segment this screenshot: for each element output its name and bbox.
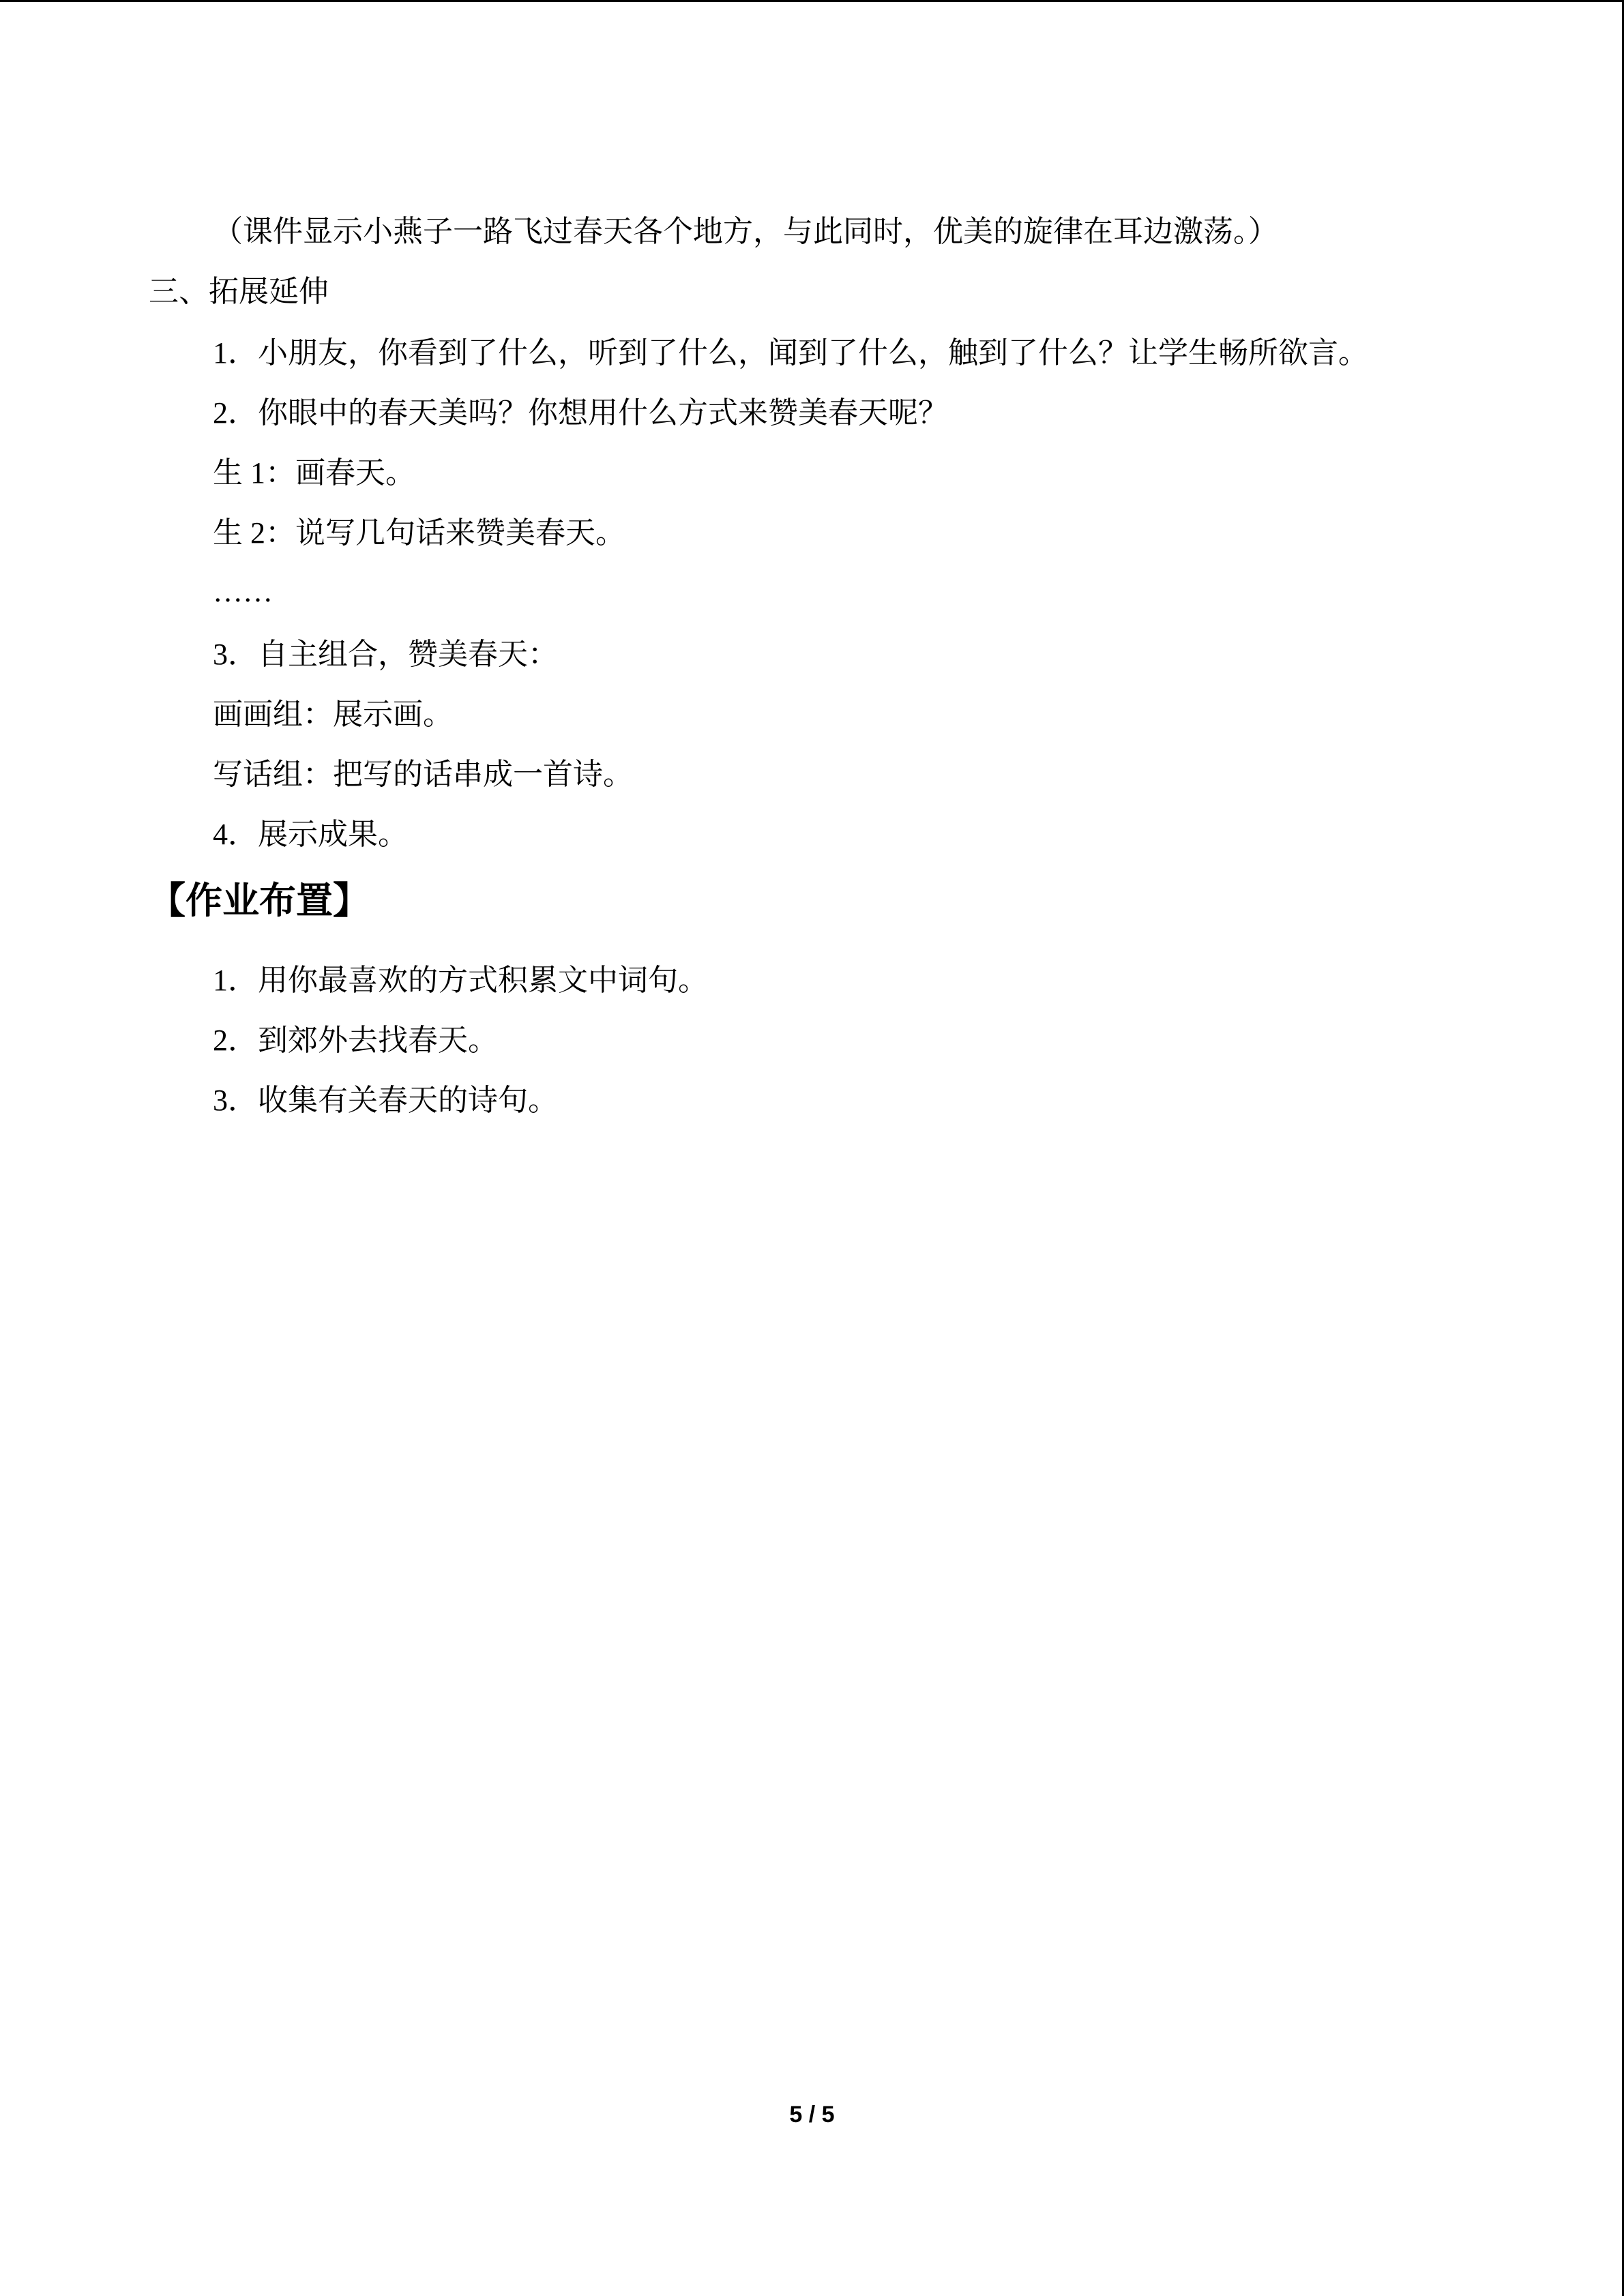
page-number: 5 / 5	[789, 2102, 835, 2128]
courseware-note: （课件显示小燕子一路飞过春天各个地方，与此同时，优美的旋律在耳边激荡。）	[213, 215, 1278, 248]
page-top-border	[0, 0, 1624, 2]
ellipsis: ……	[213, 575, 273, 608]
homework-item-2: 2．到郊外去找春天。	[213, 1024, 498, 1057]
homework-item-1: 1．用你最喜欢的方式积累文中词句。	[213, 964, 708, 997]
homework-heading: 【作业布置】	[149, 879, 370, 922]
homework-item-3: 3．收集有关春天的诗句。	[213, 1084, 558, 1117]
question-4: 4．展示成果。	[213, 818, 408, 851]
question-1: 1．小朋友，你看到了什么，听到了什么，闻到了什么，触到了什么？让学生畅所欲言。	[213, 336, 1368, 370]
section-title-extension: 三、拓展延伸	[149, 275, 329, 308]
student-answer-1: 生 1：画春天。	[213, 456, 415, 490]
writing-group: 写话组：把写的话串成一首诗。	[213, 758, 633, 791]
drawing-group: 画画组：展示画。	[213, 698, 453, 731]
question-3: 3．自主组合，赞美春天：	[213, 638, 558, 671]
student-answer-2: 生 2：说写几句话来赞美春天。	[213, 516, 625, 550]
question-2: 2．你眼中的春天美吗？你想用什么方式来赞美春天呢？	[213, 396, 948, 430]
